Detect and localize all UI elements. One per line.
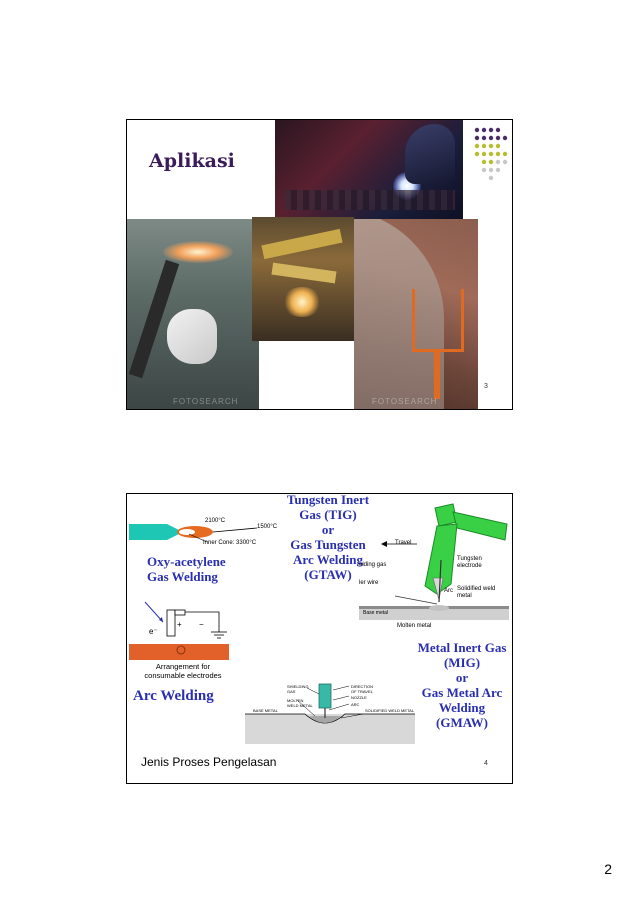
lift-platform bbox=[412, 289, 464, 352]
gloved-hand bbox=[167, 309, 217, 364]
page-number: 2 bbox=[604, 861, 612, 877]
decorative-dot-grid bbox=[471, 125, 511, 185]
robot-arm bbox=[271, 263, 336, 284]
tig-title: Tungsten Inert Gas (TIG) or Gas Tungsten Arc Welding (GTAW) bbox=[286, 493, 370, 582]
mig-label-arc: ARC bbox=[351, 702, 360, 707]
oxy-acetylene-title: Oxy-acetylene Gas Welding bbox=[147, 554, 226, 584]
label-travel: Travel bbox=[395, 540, 412, 546]
photo-gas-torch bbox=[127, 219, 259, 409]
label-plus: + bbox=[177, 620, 182, 629]
label-filler-wire: ler wire bbox=[359, 580, 379, 586]
label-solidified: Solidified weld metal bbox=[457, 586, 496, 599]
robot-arm bbox=[261, 229, 342, 259]
inner-cone bbox=[179, 529, 195, 535]
slide-caption: Jenis Proses Pengelasan bbox=[141, 755, 277, 769]
arc-welding-diagram bbox=[129, 598, 229, 660]
slide-title: Aplikasi bbox=[149, 150, 235, 172]
label-molten-metal: Molten metal bbox=[397, 623, 432, 629]
spark-shower bbox=[282, 287, 322, 317]
slide-number: 3 bbox=[484, 383, 488, 390]
torch-flame bbox=[163, 241, 233, 263]
mig-label-base-metal: BASE METAL bbox=[253, 708, 278, 713]
mig-label-solidified: SOLIDIFIED WELD METAL bbox=[365, 708, 415, 713]
temp-inner-cone: Inner Cone: 3300°C bbox=[203, 540, 257, 546]
mig-label-molten: MOLTEN WELD METAL bbox=[287, 698, 313, 708]
label-tungsten-electrode: Tungsten electrode bbox=[457, 556, 482, 569]
welder-figure bbox=[405, 124, 455, 184]
slide-aplikasi bbox=[126, 119, 513, 410]
label-arc: Arc bbox=[444, 588, 453, 594]
mig-label-shielding-gas: SHIELDING GAS bbox=[287, 684, 309, 694]
photo-welder-mask bbox=[275, 120, 463, 220]
slide-welding-processes bbox=[126, 493, 513, 784]
temp-2100: 2100°C bbox=[205, 518, 226, 524]
arc-caption: Arrangement for consumable electrodes bbox=[144, 662, 222, 680]
label-minus: − bbox=[199, 620, 204, 629]
photo-welding-robots bbox=[252, 217, 354, 341]
label-base-metal: Base metal bbox=[363, 610, 389, 616]
photo-floor bbox=[285, 190, 455, 210]
mig-title: Metal Inert Gas (MIG) or Gas Metal Arc Welding (GMAW) bbox=[417, 640, 507, 730]
torch-nozzle bbox=[129, 524, 167, 540]
label-shielding-gas: elding gas bbox=[359, 562, 387, 568]
lift-boom bbox=[434, 349, 440, 399]
label-electron: e⁻ bbox=[149, 627, 158, 636]
watermark: FOTOSEARCH bbox=[173, 397, 239, 406]
photo-ship-hull bbox=[354, 219, 478, 409]
watermark: FOTOSEARCH bbox=[372, 397, 438, 406]
temp-1500: 1500°C bbox=[257, 524, 278, 530]
slide-number: 4 bbox=[484, 760, 488, 767]
mig-label-direction: DIRECTION OF TRAVEL bbox=[351, 684, 373, 694]
arc-welding-title: Arc Welding bbox=[133, 688, 214, 704]
mig-label-nozzle: NOZZLE bbox=[351, 695, 367, 700]
